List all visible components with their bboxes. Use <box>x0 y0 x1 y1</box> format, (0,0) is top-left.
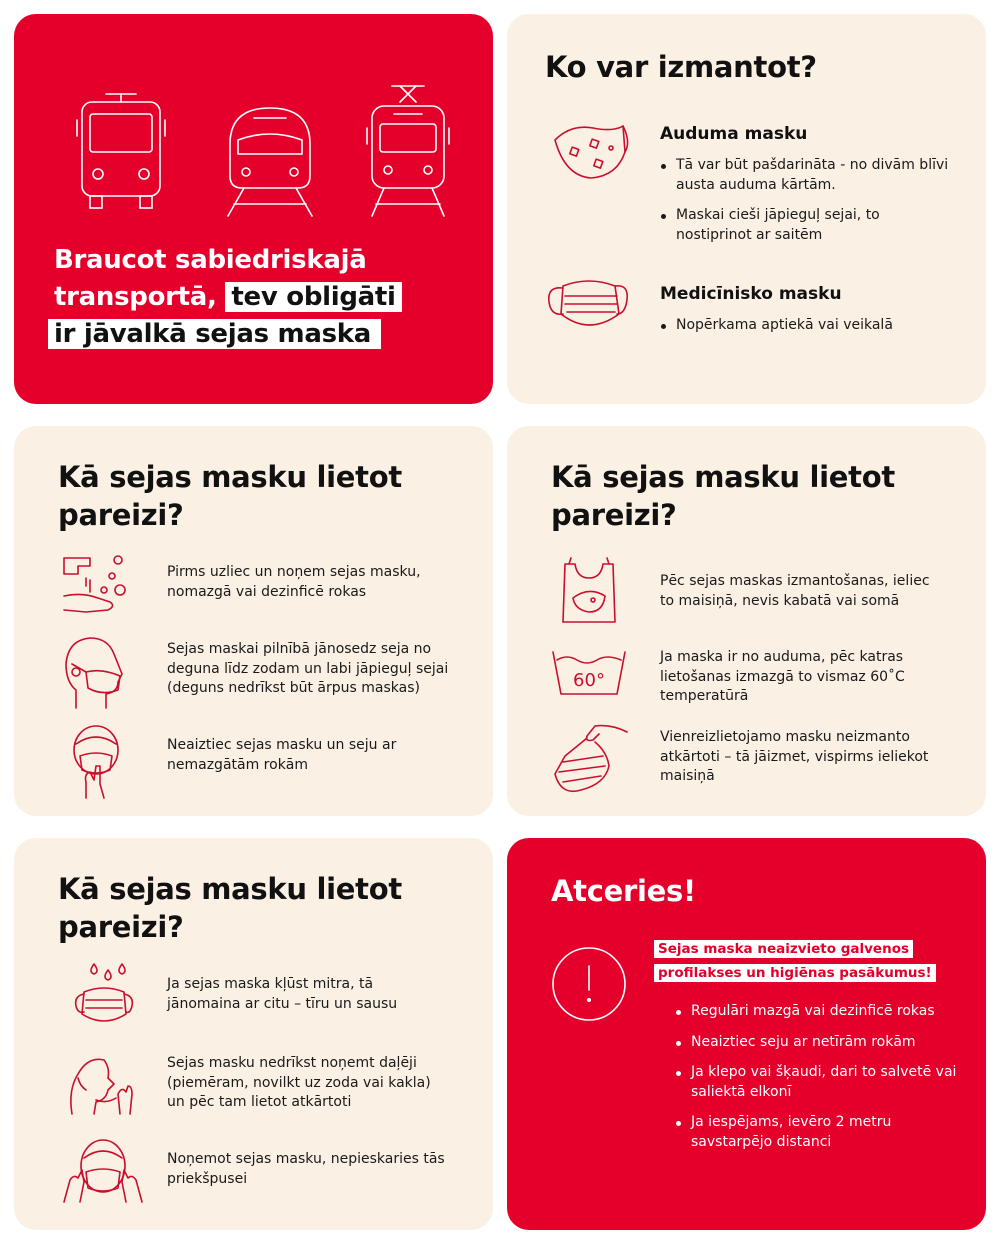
cloth-mask-title: Auduma masku <box>660 124 808 144</box>
highlight-line-1: Sejas maska neaizvieto galvenos <box>654 940 913 958</box>
how-to-use-title-2 <box>551 458 895 534</box>
instruction-text: Sejas masku nedrīkst noņemt daļēji (piemēram, novilkt uz zoda vai kakla) un pēc tam lietot atkārtoti <box>167 1055 431 1110</box>
bullet-item: Neaiztiec seju ar netīrām rokām <box>691 1033 971 1053</box>
bullet-item: Tā var būt pašdarināta - no divām blīvi austa auduma kārtām. <box>676 156 956 195</box>
transport-icons <box>74 84 454 224</box>
hand-wash-icon <box>60 552 130 616</box>
mask-in-bag-icon <box>559 556 619 628</box>
headline-highlight-3: ir jāvalkā sejas maska <box>48 319 381 349</box>
no-touch-face-icon <box>66 722 126 802</box>
transport-card <box>14 14 493 404</box>
bullet-item: Maskai cieši jāpieguļ sejai, to nostiprinot ar saitēm <box>676 206 956 245</box>
wet-mask-icon <box>72 960 136 1030</box>
headline-line-1: Braucot sabiedriskajā <box>54 245 367 275</box>
title-line-1: Kā sejas masku lietot <box>551 460 895 494</box>
how-to-use-title-3 <box>58 870 402 946</box>
bus-icon <box>77 94 165 208</box>
face-mask-profile-icon <box>62 634 126 710</box>
headline-highlight-2: tev obligāti <box>225 282 401 312</box>
instruction-text: Neaiztiec sejas masku un seju ar nemazgātām rokām <box>167 737 397 773</box>
title-line-1: Kā sejas masku lietot <box>58 872 402 906</box>
cloth-mask-bullets <box>660 156 956 256</box>
exclamation-circle-icon <box>549 944 629 1024</box>
wash-60-icon <box>549 646 629 698</box>
transport-headline <box>54 242 484 353</box>
instruction-text: Ja maska ir no auduma, pēc katras lietošanas izmazgā to vismaz 60˚C temperatūrā <box>660 649 905 704</box>
bullet-item: Ja klepo vai šķaudi, dari to salvetē vai saliektā elkonī <box>691 1063 971 1102</box>
remember-card <box>507 838 986 1230</box>
dispose-mask-icon <box>551 722 635 798</box>
remove-by-straps-icon <box>60 1136 146 1206</box>
title-line-1: Kā sejas masku lietot <box>58 460 402 494</box>
bullet-item: Ja iespējams, ievēro 2 metru savstarpējo distanci <box>691 1113 971 1152</box>
how-to-use-card-1 <box>14 426 493 816</box>
highlight-line-2: profilakses un higiēnas pasākumus! <box>654 964 936 982</box>
remember-bullets <box>675 1002 971 1163</box>
title-line-2: pareizi? <box>58 910 184 944</box>
headline-line-3 <box>54 316 484 353</box>
what-to-use-card <box>507 14 986 404</box>
instruction-text: Pēc sejas maskas izmantošanas, ieliec to maisiņā, nevis kabatā vai somā <box>660 573 930 609</box>
train-icon <box>228 108 312 216</box>
instruction-text: Noņemot sejas masku, nepieskaries tās priekšpusei <box>167 1151 445 1187</box>
tram-icon <box>367 86 449 216</box>
remember-highlight <box>654 938 974 984</box>
medical-mask-bullets <box>660 316 956 347</box>
how-to-use-card-3 <box>14 838 493 1230</box>
instruction-text: Vienreizlietojamo masku neizmanto atkārtoti – tā jāizmet, vispirms ieliekot maisiņā <box>660 729 929 784</box>
how-to-use-title-1 <box>58 458 402 534</box>
medical-mask-icon <box>545 272 631 338</box>
medical-mask-title: Medicīnisko masku <box>660 284 842 304</box>
instruction-text: Ja sejas maska kļūst mitra, tā jānomaina ar citu – tīru un sausu <box>167 976 398 1012</box>
title-line-2: pareizi? <box>58 498 184 532</box>
headline-line-2a: transportā, <box>54 282 217 312</box>
how-to-use-card-2 <box>507 426 986 816</box>
bullet-item: Regulāri mazgā vai dezinficē rokas <box>691 1002 971 1022</box>
what-to-use-title: Ko var izmantot? <box>545 50 817 84</box>
mask-removal-profile-icon <box>66 1050 138 1118</box>
instruction-text: Sejas maskai pilnībā jānosedz seja no deguna līdz zodam un labi jāpieguļ sejai (deguns nedrīkst būt ārpus maskas) <box>167 641 449 696</box>
bullet-item: Nopērkama aptiekā vai veikalā <box>676 316 956 336</box>
title-line-2: pareizi? <box>551 498 677 532</box>
headline-line-2 <box>54 279 484 316</box>
remember-title: Atceries! <box>551 874 696 908</box>
instruction-text: Pirms uzliec un noņem sejas masku, nomazgā vai dezinficē rokas <box>167 564 421 600</box>
cloth-mask-icon <box>551 122 631 182</box>
wash-60-label: 60° <box>573 670 605 691</box>
